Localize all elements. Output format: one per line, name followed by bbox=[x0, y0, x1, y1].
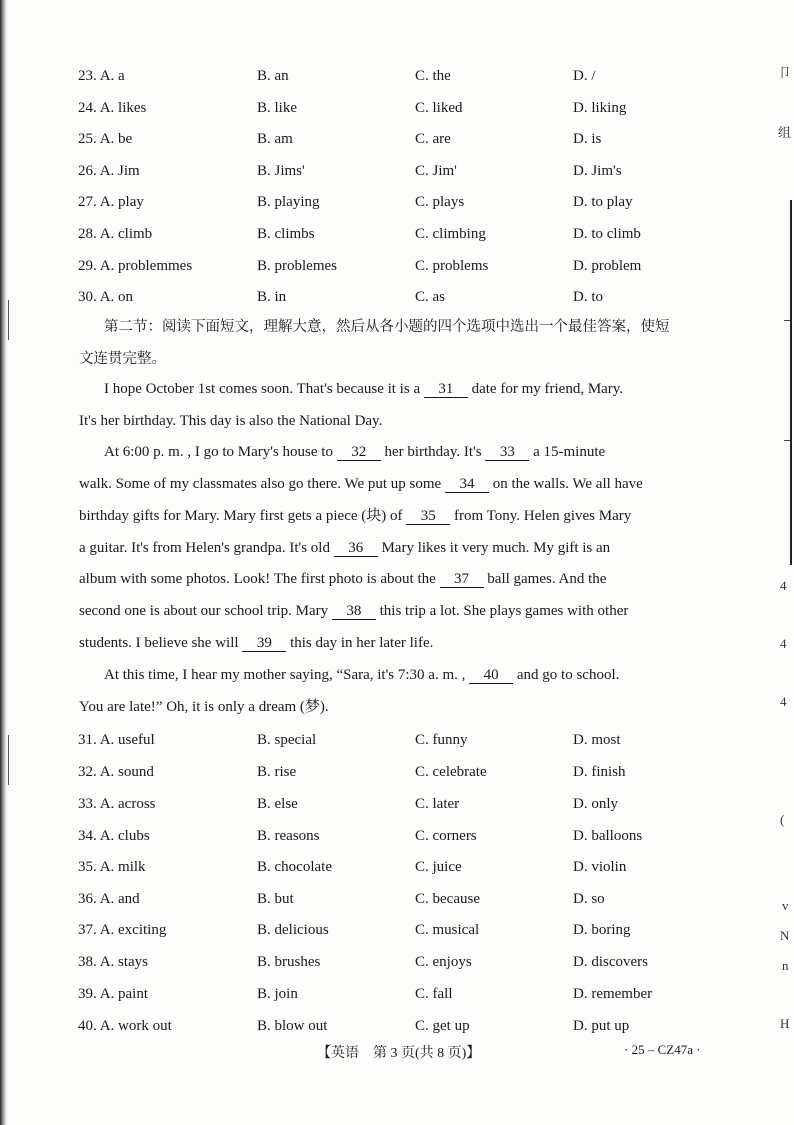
option-b: B. playing bbox=[257, 194, 320, 210]
option-d: D. violin bbox=[573, 859, 627, 875]
passage-text: At 6:00 p. m. , I go to Mary's house to bbox=[104, 444, 333, 460]
option-a bbox=[78, 918, 166, 942]
option-c: C. problems bbox=[415, 258, 489, 274]
question-row-24 bbox=[0, 96, 780, 120]
option-a-text: A. Jim bbox=[99, 163, 140, 179]
option-a-text: A. clubs bbox=[99, 828, 150, 844]
blank-40: 40 bbox=[469, 667, 513, 684]
question-number: 36. bbox=[78, 891, 97, 907]
passage-text: a 15-minute bbox=[533, 444, 606, 460]
option-c: C. climbing bbox=[415, 226, 486, 242]
question-row-23 bbox=[0, 64, 780, 88]
option-a-text: A. climb bbox=[99, 226, 153, 242]
option-c: C. musical bbox=[415, 922, 480, 938]
edge-char: 卩 bbox=[778, 65, 792, 80]
question-number: 29. bbox=[78, 258, 97, 274]
passage-text: on the walls. We all have bbox=[492, 476, 643, 492]
option-d: D. discovers bbox=[573, 954, 648, 970]
blank-33: 33 bbox=[485, 444, 529, 461]
page-footer bbox=[0, 1042, 794, 1064]
question-number: 30. bbox=[78, 289, 97, 305]
option-c: C. juice bbox=[415, 859, 462, 875]
blank-31: 31 bbox=[424, 381, 468, 398]
question-number: 23. bbox=[78, 68, 97, 84]
passage-line bbox=[79, 537, 719, 559]
edge-char: ( bbox=[780, 812, 785, 827]
question-number: 33. bbox=[78, 796, 97, 812]
passage-line bbox=[104, 378, 744, 400]
blank-32: 32 bbox=[337, 444, 381, 461]
option-d: D. put up bbox=[573, 1018, 630, 1034]
option-a-text: A. exciting bbox=[99, 922, 167, 938]
option-d: D. only bbox=[573, 796, 618, 812]
option-c: C. fall bbox=[415, 986, 453, 1002]
edge-char: 组 bbox=[778, 125, 792, 140]
option-b: B. rise bbox=[257, 764, 297, 780]
option-a-text: A. likes bbox=[99, 100, 147, 116]
option-b: B. else bbox=[257, 796, 298, 812]
option-c: C. celebrate bbox=[415, 764, 487, 780]
option-a-text: A. a bbox=[99, 68, 125, 84]
option-d: D. problem bbox=[573, 258, 642, 274]
question-row-29 bbox=[0, 254, 780, 278]
passage-line bbox=[79, 632, 719, 654]
option-c: C. get up bbox=[415, 1018, 470, 1034]
passage-line bbox=[104, 441, 744, 463]
option-d: D. Jim's bbox=[573, 163, 622, 179]
option-a bbox=[78, 887, 140, 911]
option-a bbox=[78, 728, 155, 752]
passage-text: date for my friend, Mary. bbox=[471, 381, 624, 397]
question-row-37 bbox=[0, 918, 780, 942]
option-a-text: A. work out bbox=[99, 1018, 172, 1034]
option-a bbox=[78, 96, 146, 120]
option-d: D. so bbox=[573, 891, 605, 907]
option-a-text: A. problemmes bbox=[99, 258, 193, 274]
question-number: 35. bbox=[78, 859, 97, 875]
question-number: 34. bbox=[78, 828, 97, 844]
passage-text: album with some photos. Look! The first photo is about the bbox=[79, 571, 436, 587]
question-number: 39. bbox=[78, 986, 97, 1002]
section-instruction: 第二节：阅读下面短文，理解大意，然后从各小题的四个选项中选出一个最佳答案，使短 bbox=[104, 319, 670, 335]
question-row-27 bbox=[0, 190, 780, 214]
option-c: C. liked bbox=[415, 100, 463, 116]
option-a bbox=[78, 855, 146, 879]
passage-text: from Tony. Helen gives Mary bbox=[454, 508, 632, 524]
option-a-text: A. be bbox=[99, 131, 133, 147]
option-a bbox=[78, 1014, 172, 1038]
option-b: B. brushes bbox=[257, 954, 321, 970]
question-row-35 bbox=[0, 855, 780, 879]
option-a bbox=[78, 159, 140, 183]
question-number: 28. bbox=[78, 226, 97, 242]
option-d: D. boring bbox=[573, 922, 631, 938]
option-b: B. special bbox=[257, 732, 317, 748]
option-a bbox=[78, 254, 192, 278]
option-c: C. the bbox=[415, 68, 451, 84]
question-row-28 bbox=[0, 222, 780, 246]
edge-tick bbox=[784, 320, 790, 321]
option-a bbox=[78, 285, 133, 309]
option-b: B. but bbox=[257, 891, 294, 907]
option-d: D. liking bbox=[573, 100, 627, 116]
option-c: C. Jim' bbox=[415, 163, 457, 179]
question-row-26 bbox=[0, 159, 780, 183]
question-number: 26. bbox=[78, 163, 97, 179]
passage-text: this day in her later life. bbox=[290, 635, 434, 651]
option-d: D. balloons bbox=[573, 828, 643, 844]
option-b: B. blow out bbox=[257, 1018, 328, 1034]
blank-38: 38 bbox=[332, 603, 376, 620]
blank-39: 39 bbox=[242, 635, 286, 652]
option-b: B. Jims' bbox=[257, 163, 305, 179]
edge-char: 4 bbox=[780, 578, 787, 593]
edge-char: n bbox=[782, 958, 789, 973]
option-d: D. most bbox=[573, 732, 621, 748]
option-a-text: A. play bbox=[99, 194, 144, 210]
option-d: D. to climb bbox=[573, 226, 641, 242]
option-b: B. delicious bbox=[257, 922, 329, 938]
question-number: 32. bbox=[78, 764, 97, 780]
blank-35: 35 bbox=[406, 508, 450, 525]
passage-line: You are late!” Oh, it is only a dream (梦). bbox=[79, 699, 329, 715]
blank-36: 36 bbox=[334, 540, 378, 557]
option-a-text: A. stays bbox=[99, 954, 149, 970]
passage-text: I hope October 1st comes soon. That's because it is a bbox=[104, 381, 421, 397]
option-a bbox=[78, 222, 152, 246]
edge-char: v bbox=[782, 898, 789, 913]
passage-text: second one is about our school trip. Mary bbox=[79, 603, 329, 619]
question-number: 24. bbox=[78, 100, 97, 116]
option-d: D. is bbox=[573, 131, 602, 147]
passage-text: students. I believe she will bbox=[79, 635, 239, 651]
option-c: C. enjoys bbox=[415, 954, 472, 970]
option-a bbox=[78, 190, 144, 214]
question-row-33 bbox=[0, 792, 780, 816]
option-d: D. finish bbox=[573, 764, 626, 780]
section-instruction-cont: 文连贯完整。 bbox=[79, 351, 166, 367]
edge-char: 4 bbox=[780, 694, 787, 709]
passage-text: birthday gifts for Mary. Mary first gets a piece (块) of bbox=[79, 508, 403, 524]
option-c: C. later bbox=[415, 796, 460, 812]
option-c: C. plays bbox=[415, 194, 465, 210]
blank-34: 34 bbox=[445, 476, 489, 493]
edge-tick bbox=[784, 440, 790, 441]
option-c: C. corners bbox=[415, 828, 477, 844]
option-b: B. in bbox=[257, 289, 287, 305]
question-row-38 bbox=[0, 950, 780, 974]
option-b: B. am bbox=[257, 131, 293, 147]
question-number: 40. bbox=[78, 1018, 97, 1034]
option-a bbox=[78, 64, 125, 88]
passage-text: Mary likes it very much. My gift is an bbox=[381, 540, 611, 556]
option-a-text: A. and bbox=[99, 891, 140, 907]
option-a bbox=[78, 982, 148, 1006]
option-b: B. reasons bbox=[257, 828, 320, 844]
edge-char: 4 bbox=[780, 636, 787, 651]
blank-37: 37 bbox=[440, 571, 484, 588]
option-b: B. problemes bbox=[257, 258, 337, 274]
question-number: 25. bbox=[78, 131, 97, 147]
question-row-34 bbox=[0, 824, 780, 848]
passage-line bbox=[79, 568, 719, 590]
passage-line: It's her birthday. This day is also the National Day. bbox=[79, 413, 383, 429]
option-c: C. are bbox=[415, 131, 451, 147]
option-b: B. chocolate bbox=[257, 859, 332, 875]
passage-text: this trip a lot. She plays games with other bbox=[379, 603, 629, 619]
footer-exam-code: · 25 – CZ47a · bbox=[624, 1042, 701, 1057]
question-row-30 bbox=[0, 285, 780, 309]
option-b: B. like bbox=[257, 100, 297, 116]
option-a-text: A. sound bbox=[99, 764, 154, 780]
edge-line bbox=[790, 200, 792, 565]
option-d: D. to bbox=[573, 289, 603, 305]
question-row-40 bbox=[0, 1014, 780, 1038]
option-a bbox=[78, 127, 132, 151]
edge-char: H bbox=[780, 1016, 790, 1031]
passage-line bbox=[104, 664, 744, 686]
option-a bbox=[78, 792, 156, 816]
passage-text: and go to school. bbox=[516, 667, 620, 683]
passage-text: ball games. And the bbox=[487, 571, 607, 587]
question-row-32 bbox=[0, 760, 780, 784]
option-a-text: A. paint bbox=[99, 986, 149, 1002]
question-row-31 bbox=[0, 728, 780, 752]
option-d: D. remember bbox=[573, 986, 653, 1002]
option-a bbox=[78, 950, 148, 974]
question-row-39 bbox=[0, 982, 780, 1006]
option-c: C. as bbox=[415, 289, 445, 305]
option-b: B. an bbox=[257, 68, 289, 84]
option-c: C. funny bbox=[415, 732, 468, 748]
option-a-text: A. across bbox=[99, 796, 156, 812]
question-number: 31. bbox=[78, 732, 97, 748]
option-d: D. / bbox=[573, 68, 596, 84]
passage-line bbox=[79, 505, 719, 527]
option-b: B. climbs bbox=[257, 226, 315, 242]
question-number: 27. bbox=[78, 194, 97, 210]
question-row-25 bbox=[0, 127, 780, 151]
edge-char: N bbox=[780, 928, 790, 943]
option-b: B. join bbox=[257, 986, 298, 1002]
passage-text: a guitar. It's from Helen's grandpa. It's old bbox=[79, 540, 330, 556]
footer-page-info: 【英语 第 3 页(共 8 页)】 bbox=[317, 1046, 481, 1061]
option-a-text: A. on bbox=[99, 289, 134, 305]
option-d: D. to play bbox=[573, 194, 633, 210]
passage-text: her birthday. It's bbox=[384, 444, 482, 460]
passage-line bbox=[79, 600, 719, 622]
option-a bbox=[78, 824, 150, 848]
passage-text: walk. Some of my classmates also go there. We put up some bbox=[79, 476, 442, 492]
question-row-36 bbox=[0, 887, 780, 911]
option-a bbox=[78, 760, 154, 784]
option-a-text: A. useful bbox=[99, 732, 155, 748]
passage-text: At this time, I hear my mother saying, “Sara, it's 7:30 a. m. , bbox=[104, 667, 466, 683]
passage-line bbox=[79, 473, 719, 495]
option-c: C. because bbox=[415, 891, 480, 907]
question-number: 37. bbox=[78, 922, 97, 938]
option-a-text: A. milk bbox=[99, 859, 146, 875]
question-number: 38. bbox=[78, 954, 97, 970]
